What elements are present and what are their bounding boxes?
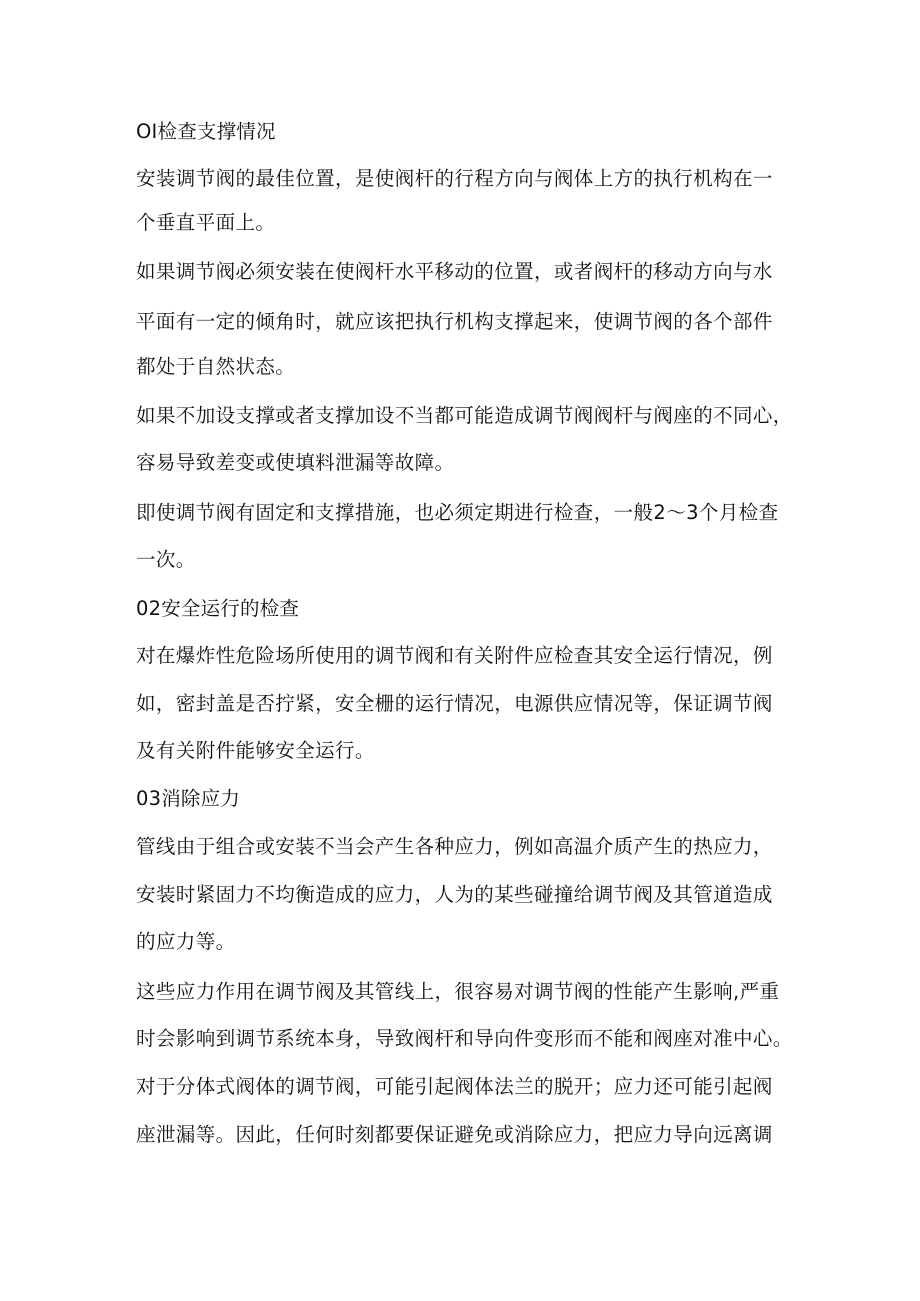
paragraph-line: 安装时紧固力不均衡造成的应力，人为的某些碰撞给调节阀及其管道造成 [136,883,773,906]
section-heading-support-check: OI检查支撑情况 [136,120,276,143]
paragraph-line: 对于分体式阀体的调节阀，可能引起阀体法兰的脱开；应力还可能引起阀 [136,1075,773,1098]
paragraph-line: 一次。 [136,548,196,571]
paragraph-line: 管线由于组合或安装不当会产生各种应力，例如高温介质产生的热应力， [136,835,773,858]
paragraph-line: 这些应力作用在调节阀及其管线上，很容易对调节阀的性能产生影响,严重 [136,980,780,1003]
paragraph-line: 时会影响到调节系统本身，导致阀杆和导向件变形而不能和阀座对准中心。 [136,1027,793,1050]
paragraph-line: 的应力等。 [136,930,236,953]
paragraph-line: 平面有一定的倾角时，就应该把执行机构支撑起来，使调节阀的各个部件 [136,310,773,333]
paragraph-line: 如果调节阀必须安装在使阀杆水平移动的位置，或者阀杆的移动方向与水 [136,260,773,283]
paragraph-line: 都处于自然状态。 [136,355,296,378]
paragraph-line: 如，密封盖是否拧紧，安全栅的运行情况，电源供应情况等，保证调节阀 [136,692,773,715]
paragraph-line: 容易导致差变或使填料泄漏等故障。 [136,451,455,474]
paragraph-line: 即使调节阀有固定和支撑措施，也必须定期进行检查，一般2～3个月检查 [136,501,779,524]
paragraph-line: 及有关附件能够安全运行。 [136,739,375,762]
paragraph-line: 如果不加设支撑或者支撑加设不当都可能造成调节阀阀杆与阀座的不同心， [136,404,793,427]
section-heading-stress-relief: 03消除应力 [136,787,241,810]
paragraph-line: 座泄漏等。因此，任何时刻都要保证避免或消除应力，把应力导向远离调 [136,1123,773,1146]
paragraph-line: 个垂直平面上。 [136,211,276,234]
paragraph-line: 安装调节阀的最佳位置，是使阀杆的行程方向与阀体上方的执行机构在一 [136,167,773,190]
section-heading-safe-operation: 02安全运行的检查 [136,597,300,620]
paragraph-line: 对在爆炸性危险场所使用的调节阀和有关附件应检查其安全运行情况，例 [136,644,773,667]
